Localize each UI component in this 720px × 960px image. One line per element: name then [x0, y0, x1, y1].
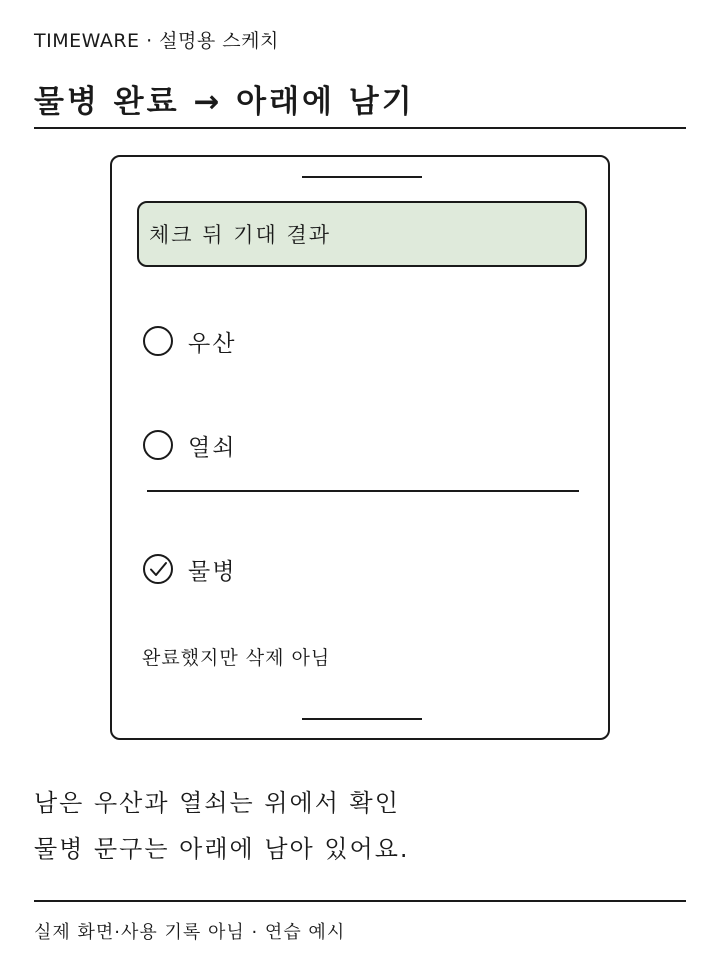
bottom-grabber: [302, 718, 422, 720]
checked-circle-icon[interactable]: [142, 553, 174, 585]
empty-circle-icon[interactable]: [142, 325, 174, 357]
done-note: 완료했지만 삭제 아님: [142, 647, 331, 669]
eyebrow-label: TIMEWARE · 설명용 스케치: [34, 30, 279, 52]
section-header: [137, 201, 587, 267]
footer-note: 실제 화면·사용 기록 아님 · 연습 예시: [34, 922, 346, 943]
caption: [34, 780, 410, 872]
task-label: 열쇠: [188, 434, 237, 461]
phone-frame: [110, 155, 610, 740]
task-label: 우산: [188, 330, 237, 357]
empty-circle-icon[interactable]: [142, 429, 174, 461]
task-label: 물병: [188, 558, 237, 585]
caption-line-2: 물병 문구는 아래에 남아 있어요.: [34, 835, 410, 863]
task-item-umbrella[interactable]: [142, 325, 236, 357]
top-grabber: [302, 176, 422, 178]
section-divider: [147, 490, 579, 492]
task-item-water-bottle[interactable]: [142, 553, 236, 585]
caption-line-1: 남은 우산과 열쇠는 위에서 확인: [34, 789, 400, 817]
page-title: 물병 완료 → 아래에 남기: [34, 84, 415, 120]
task-item-keys[interactable]: [142, 429, 236, 461]
section-title: 체크 뒤 기대 결과: [149, 223, 332, 247]
title-rule: [34, 127, 686, 129]
footer-rule: [34, 900, 686, 902]
